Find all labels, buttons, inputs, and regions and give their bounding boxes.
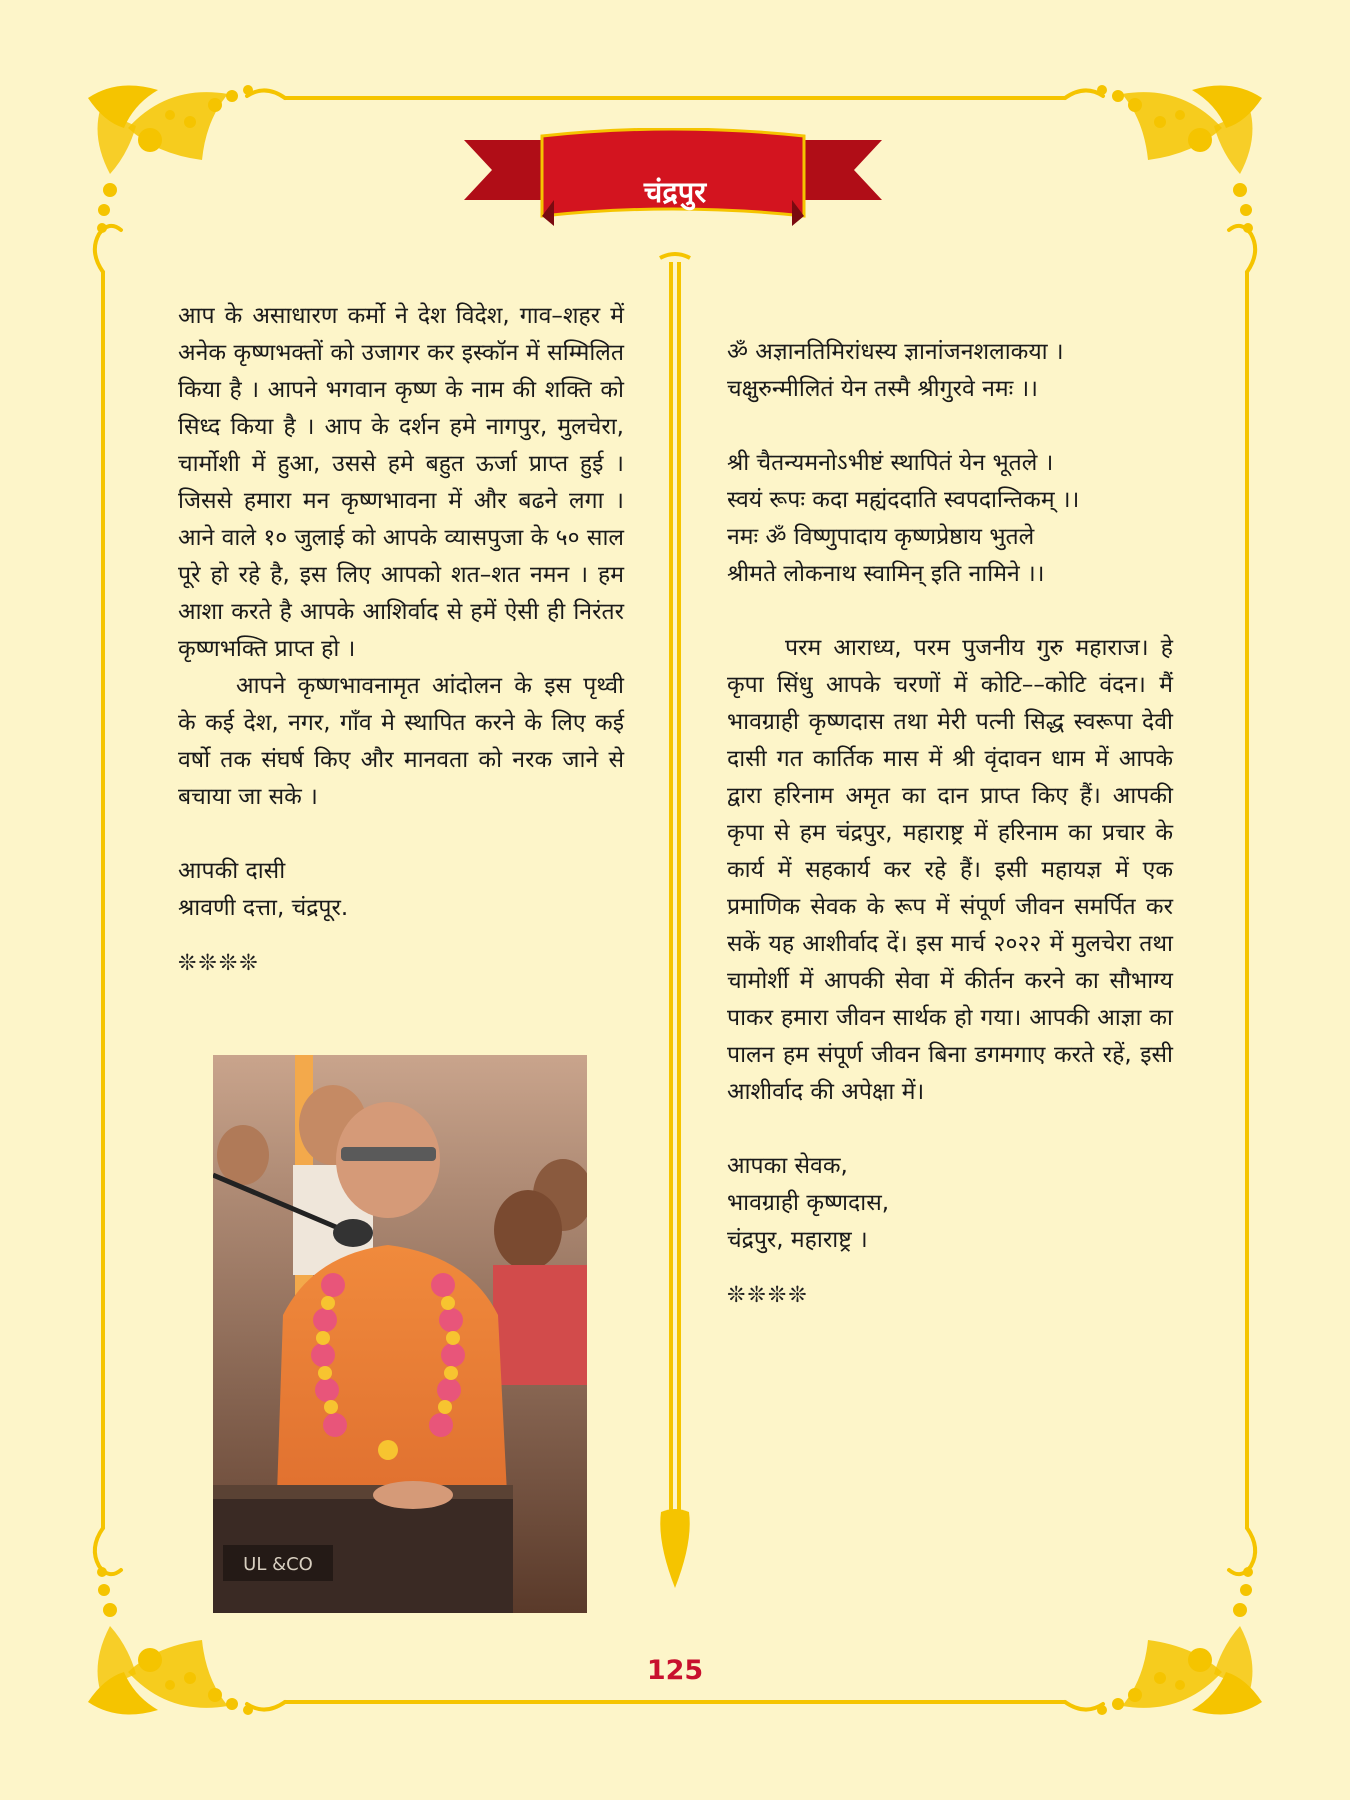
right-column	[727, 334, 1173, 1314]
verse-line-4: स्वयं रूपः कदा मह्यंददाति स्वपदान्तिकम् ।।	[727, 487, 1080, 513]
left-paragraph-1: आप के असाधारण कर्मो ने देश विदेश, गाव–शहर में अनेक कृष्णभक्तों को उजागर कर इस्कॉन में सम्मिलित किया है । आपने भगवान कृष्ण के नाम की शक्ति को सिध्द किया है । आप के दर्शन हमे नागपुर, मुलचेरा, चार्मोशी में हुआ, उससे हमे बहुत ऊर्जा प्राप्त हुई । जिससे हमारा मन कृष्णभावना में और बढने लगा । आने वाले १० जुलाई को आपके व्यासपुजा के ५० साल पूरे हो रहे है, इस लिए आपको शत–शत नमन । हम आशा करते है आपके आशिर्वाद से हमें ऐसी ही निरंतर कृष्णभक्ति प्राप्त हो ।	[178, 303, 624, 662]
verse-line-1: ॐ अज्ञानतिमिरांधस्य ज्ञानांजनशलाकया ।	[727, 339, 1064, 365]
right-paragraph: परम आराध्य, परम पुजनीय गुरु महाराज। हे कृपा सिंधु आपके चरणों में कोटि––कोटि वंदन। मैं भावग्राही कृष्णदास तथा मेरी पत्नी सिद्ध स्वरूपा देवी दासी गत कार्तिक मास में श्री वृंदावन धाम में आपके द्वारा हरिनाम अमृत का दान प्राप्त किए हैं। आपकी कृपा से हम चंद्रपुर, महाराष्ट्र में हरिनाम का प्रचार के कार्य में सहकार्य कर रहे हैं। इसी महायज्ञ में एक प्रमाणिक सेवक के रूप में संपूर्ण जीवन समर्पित कर सकें यह आशीर्वाद दें। इस मार्च २०२२ में मुलचेरा तथा चामोर्शी में आपकी सेवा में कीर्तन करने का सौभाग्य पाकर हमारा जीवन सार्थक हो गया। आपकी आज्ञा का पालन हम संपूर्ण जीवन बिना डगमगाए करते रहें, इसी आशीर्वाद की अपेक्षा में।	[727, 635, 1173, 1105]
verse-line-5: नमः ॐ विष्णुपादाय कृष्णप्रेष्ठाय भुतले	[727, 524, 1035, 550]
corner-ornament-top-left	[88, 85, 253, 233]
left-signature-line-2: श्रावणी दत्ता, चंद्रपूर.	[178, 895, 349, 921]
guru-photo	[213, 1055, 587, 1613]
left-column	[178, 298, 624, 982]
left-paragraph-2: आपने कृष्णभावनामृत आंदोलन के इस पृथ्वी के कई देश, नगर, गाँव मे स्थापित करने के लिए कई वर्षो तक संघर्ष किए और मानवता को नरक जाने से बचाया जा सके ।	[178, 673, 624, 810]
harmonium-label: UL &CO	[243, 1554, 313, 1575]
verse-line-3: श्री चैतन्यमनोऽभीष्टं स्थापितं येन भूतले ।	[727, 450, 1054, 476]
right-signature-line-2: भावग्राही कृष्णदास,	[727, 1190, 890, 1216]
left-signature-line-1: आपकी दासी	[178, 858, 286, 884]
column-divider	[660, 254, 690, 1588]
page-number: 125	[646, 1655, 704, 1686]
right-stars: ❊❊❊❊	[727, 1283, 809, 1308]
verse-line-2: चक्षुरुन्मीलितं येन तस्मै श्रीगुरवे नमः ।।	[727, 376, 1038, 402]
right-signature-line-1: आपका सेवक,	[727, 1153, 848, 1179]
right-signature-line-3: चंद्रपुर, महाराष्ट्र ।	[727, 1227, 868, 1253]
page-title: चंद्रपुर	[643, 175, 707, 209]
left-stars: ❊❊❊❊	[178, 951, 260, 976]
verse-line-6: श्रीमते लोकनाथ स्वामिन् इति नामिने ।।	[727, 561, 1045, 587]
